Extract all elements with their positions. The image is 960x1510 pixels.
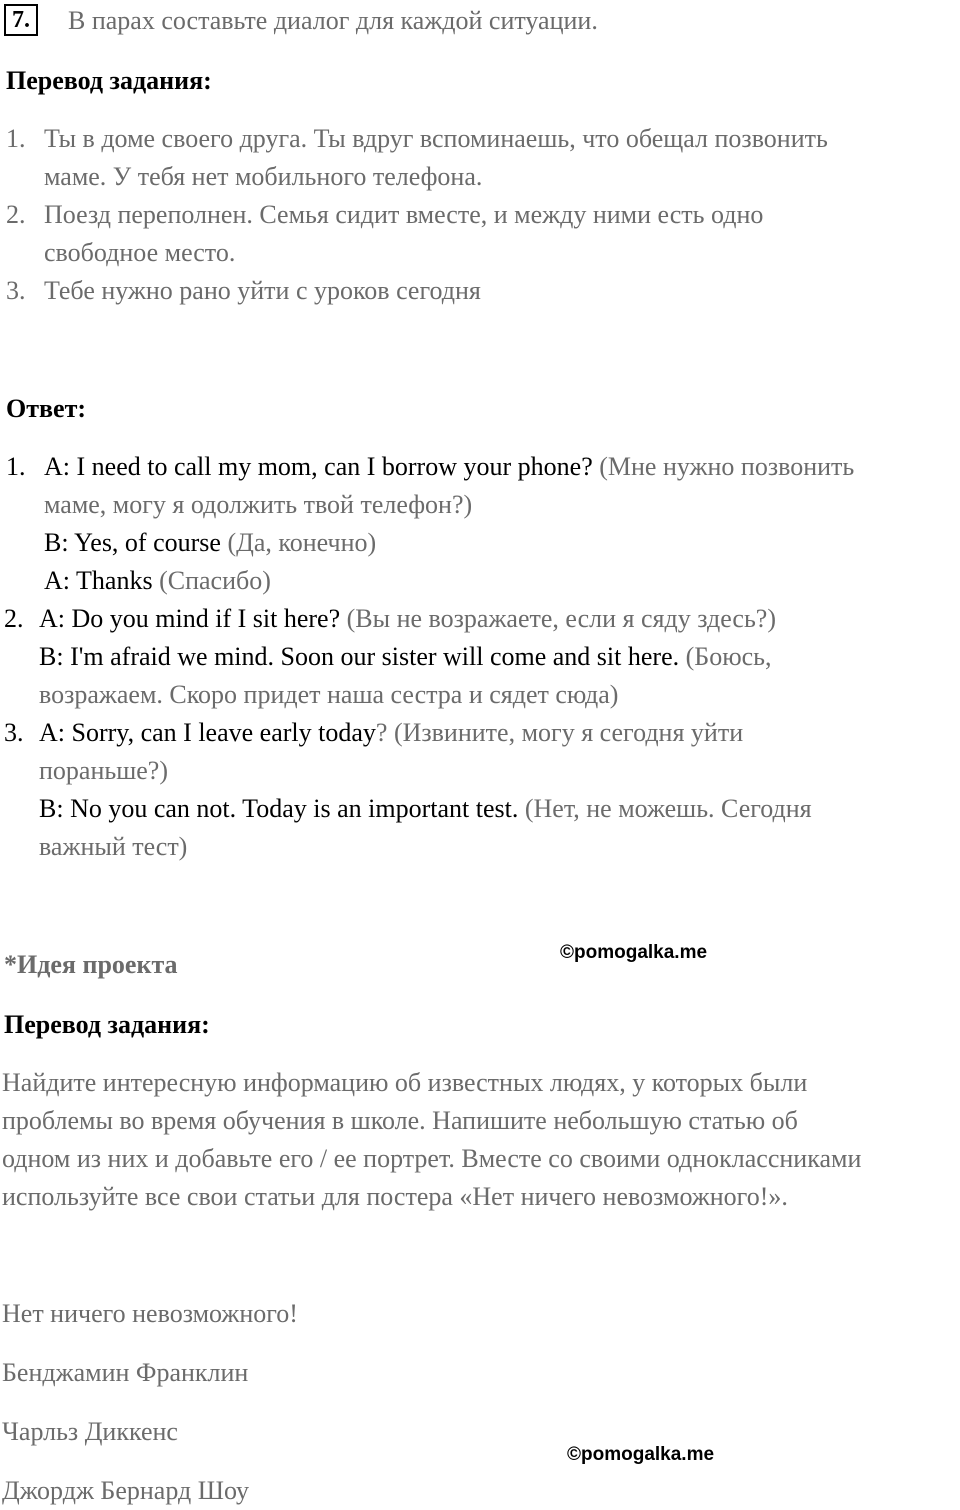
dialogue-line: [44, 448, 854, 486]
english-line: A: Sorry, can I leave early today: [39, 718, 376, 747]
list-item-text: маме. У тебя нет мобильного телефона.: [44, 162, 483, 191]
russian-translation: (Боюсь,: [685, 642, 772, 671]
task-instruction: В парах составьте диалог для каждой ситуации.: [68, 6, 598, 35]
english-line: A: Do you mind if I sit here?: [39, 604, 341, 633]
watermark: ©pomogalka.me: [560, 942, 708, 963]
project-translation-heading: Перевод задания:: [4, 1010, 210, 1039]
paragraph-line: Найдите интересную информацию об известных людях, у которых были: [2, 1068, 808, 1097]
watermark: ©pomogalka.me: [567, 1444, 715, 1465]
task-number: 7.: [4, 4, 38, 36]
dialogue-line: [39, 790, 812, 828]
dialogue-line: [44, 524, 376, 562]
person-name: Чарльз Диккенс: [2, 1417, 178, 1446]
project-heading: *Идея проекта: [4, 950, 178, 979]
list-item-text: свободное место.: [44, 238, 236, 267]
russian-translation: ? (Извините, могу я сегодня уйти: [375, 718, 744, 747]
russian-translation: (Да, конечно): [227, 528, 377, 557]
dialogue-line: [39, 638, 772, 676]
english-line: B: I'm afraid we mind. Soon our sister will come and sit here.: [39, 642, 680, 671]
russian-translation: (Мне нужно позвонить: [599, 452, 855, 481]
list-item-number: 1.: [6, 124, 26, 153]
dialogue-line: [39, 600, 776, 638]
english-line: B: No you can not. Today is an important test.: [39, 794, 519, 823]
poster-title: Нет ничего невозможного!: [2, 1299, 298, 1328]
dialogue-line: [39, 714, 743, 752]
dialogue-line: [44, 562, 271, 600]
english-line: A: I need to call my mom, can I borrow your phone?: [44, 452, 593, 481]
russian-translation: пораньше?): [39, 756, 168, 785]
russian-translation: (Нет, не можешь. Сегодня: [524, 794, 812, 823]
list-item-text: Ты в доме своего друга. Ты вдруг вспоминаешь, что обещал позвонить: [44, 124, 828, 153]
paragraph-line: используйте все свои статьи для постера «Нет ничего невозможного!».: [2, 1182, 788, 1211]
russian-translation: важный тест): [39, 832, 188, 861]
dialogue-number: 2.: [4, 604, 24, 633]
english-line: A: Thanks: [44, 566, 153, 595]
dialogue-number: 3.: [4, 718, 24, 747]
english-line: B: Yes, of course: [44, 528, 221, 557]
list-item-text: Тебе нужно рано уйти с уроков сегодня: [44, 276, 481, 305]
person-name: Бенджамин Франклин: [2, 1358, 249, 1387]
russian-translation: возражаем. Скоро придет наша сестра и сядет сюда): [39, 680, 619, 709]
person-name: Джордж Бернард Шоу: [2, 1476, 249, 1505]
translation-heading: Перевод задания:: [6, 66, 212, 95]
list-item-number: 3.: [6, 276, 26, 305]
list-item-number: 2.: [6, 200, 26, 229]
list-item-text: Поезд переполнен. Семья сидит вместе, и между ними есть одно: [44, 200, 764, 229]
russian-translation: (Спасибо): [159, 566, 271, 595]
paragraph-line: проблемы во время обучения в школе. Напишите небольшую статью об: [2, 1106, 798, 1135]
russian-translation: (Вы не возражаете, если я сяду здесь?): [346, 604, 777, 633]
answer-heading: Ответ:: [6, 394, 87, 423]
russian-translation: маме, могу я одолжить твой телефон?): [44, 490, 473, 519]
dialogue-number: 1.: [6, 452, 26, 481]
paragraph-line: одном из них и добавьте его / ее портрет. Вместе со своими одноклассниками: [2, 1144, 862, 1173]
